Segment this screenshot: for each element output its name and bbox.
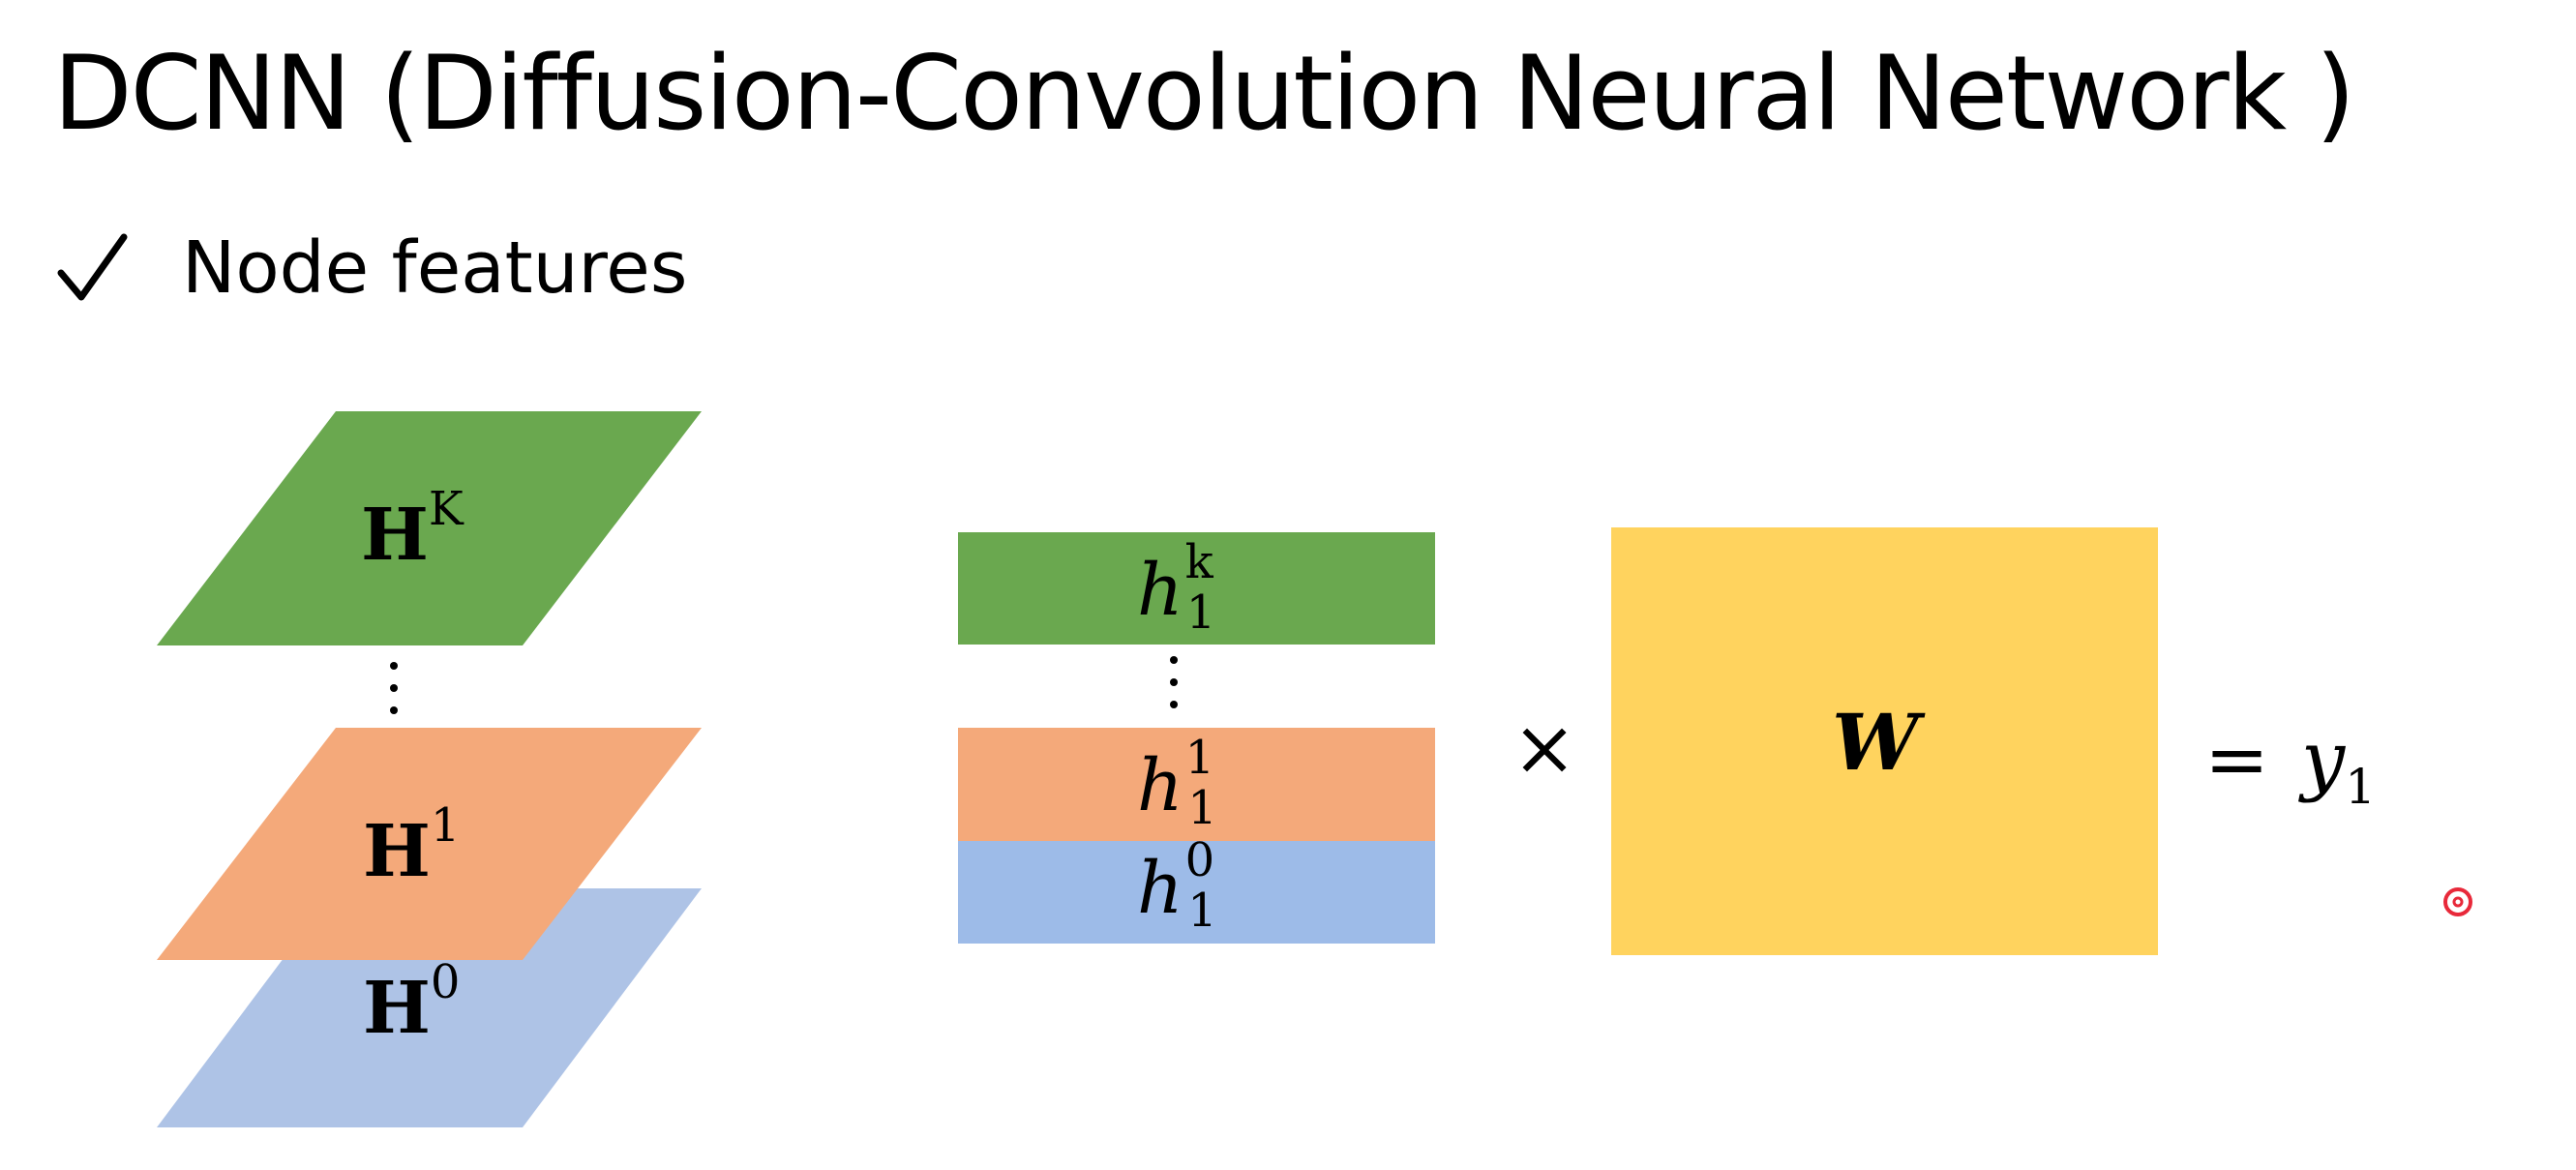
equals-symbol: = xyxy=(2204,714,2270,804)
times-symbol: × xyxy=(1512,703,1577,793)
layer-label-hk: HK xyxy=(361,482,464,577)
weight-matrix xyxy=(1611,527,2158,955)
vector-stack xyxy=(958,532,1435,944)
vector-label-h0: h0 1 xyxy=(1137,833,1217,938)
bullet-text: Node features xyxy=(182,226,688,310)
output-label: y1 xyxy=(2301,714,2377,815)
pointer-cursor xyxy=(2445,889,2471,915)
layer-label-h1: H1 xyxy=(363,798,461,893)
vector-label-h1: h1 1 xyxy=(1137,731,1217,835)
layer-stack xyxy=(157,411,702,1127)
layer-label-h0: H0 xyxy=(363,955,461,1050)
output-expression xyxy=(2204,714,2376,815)
vector-ellipsis xyxy=(1170,656,1178,708)
layer-ellipsis xyxy=(390,662,398,714)
vector-label-hk: hk 1 xyxy=(1137,535,1216,640)
slide-title: DCNN (Diffusion-Convolution Neural Network ) xyxy=(53,34,2354,153)
weight-label: W xyxy=(1832,697,1919,788)
